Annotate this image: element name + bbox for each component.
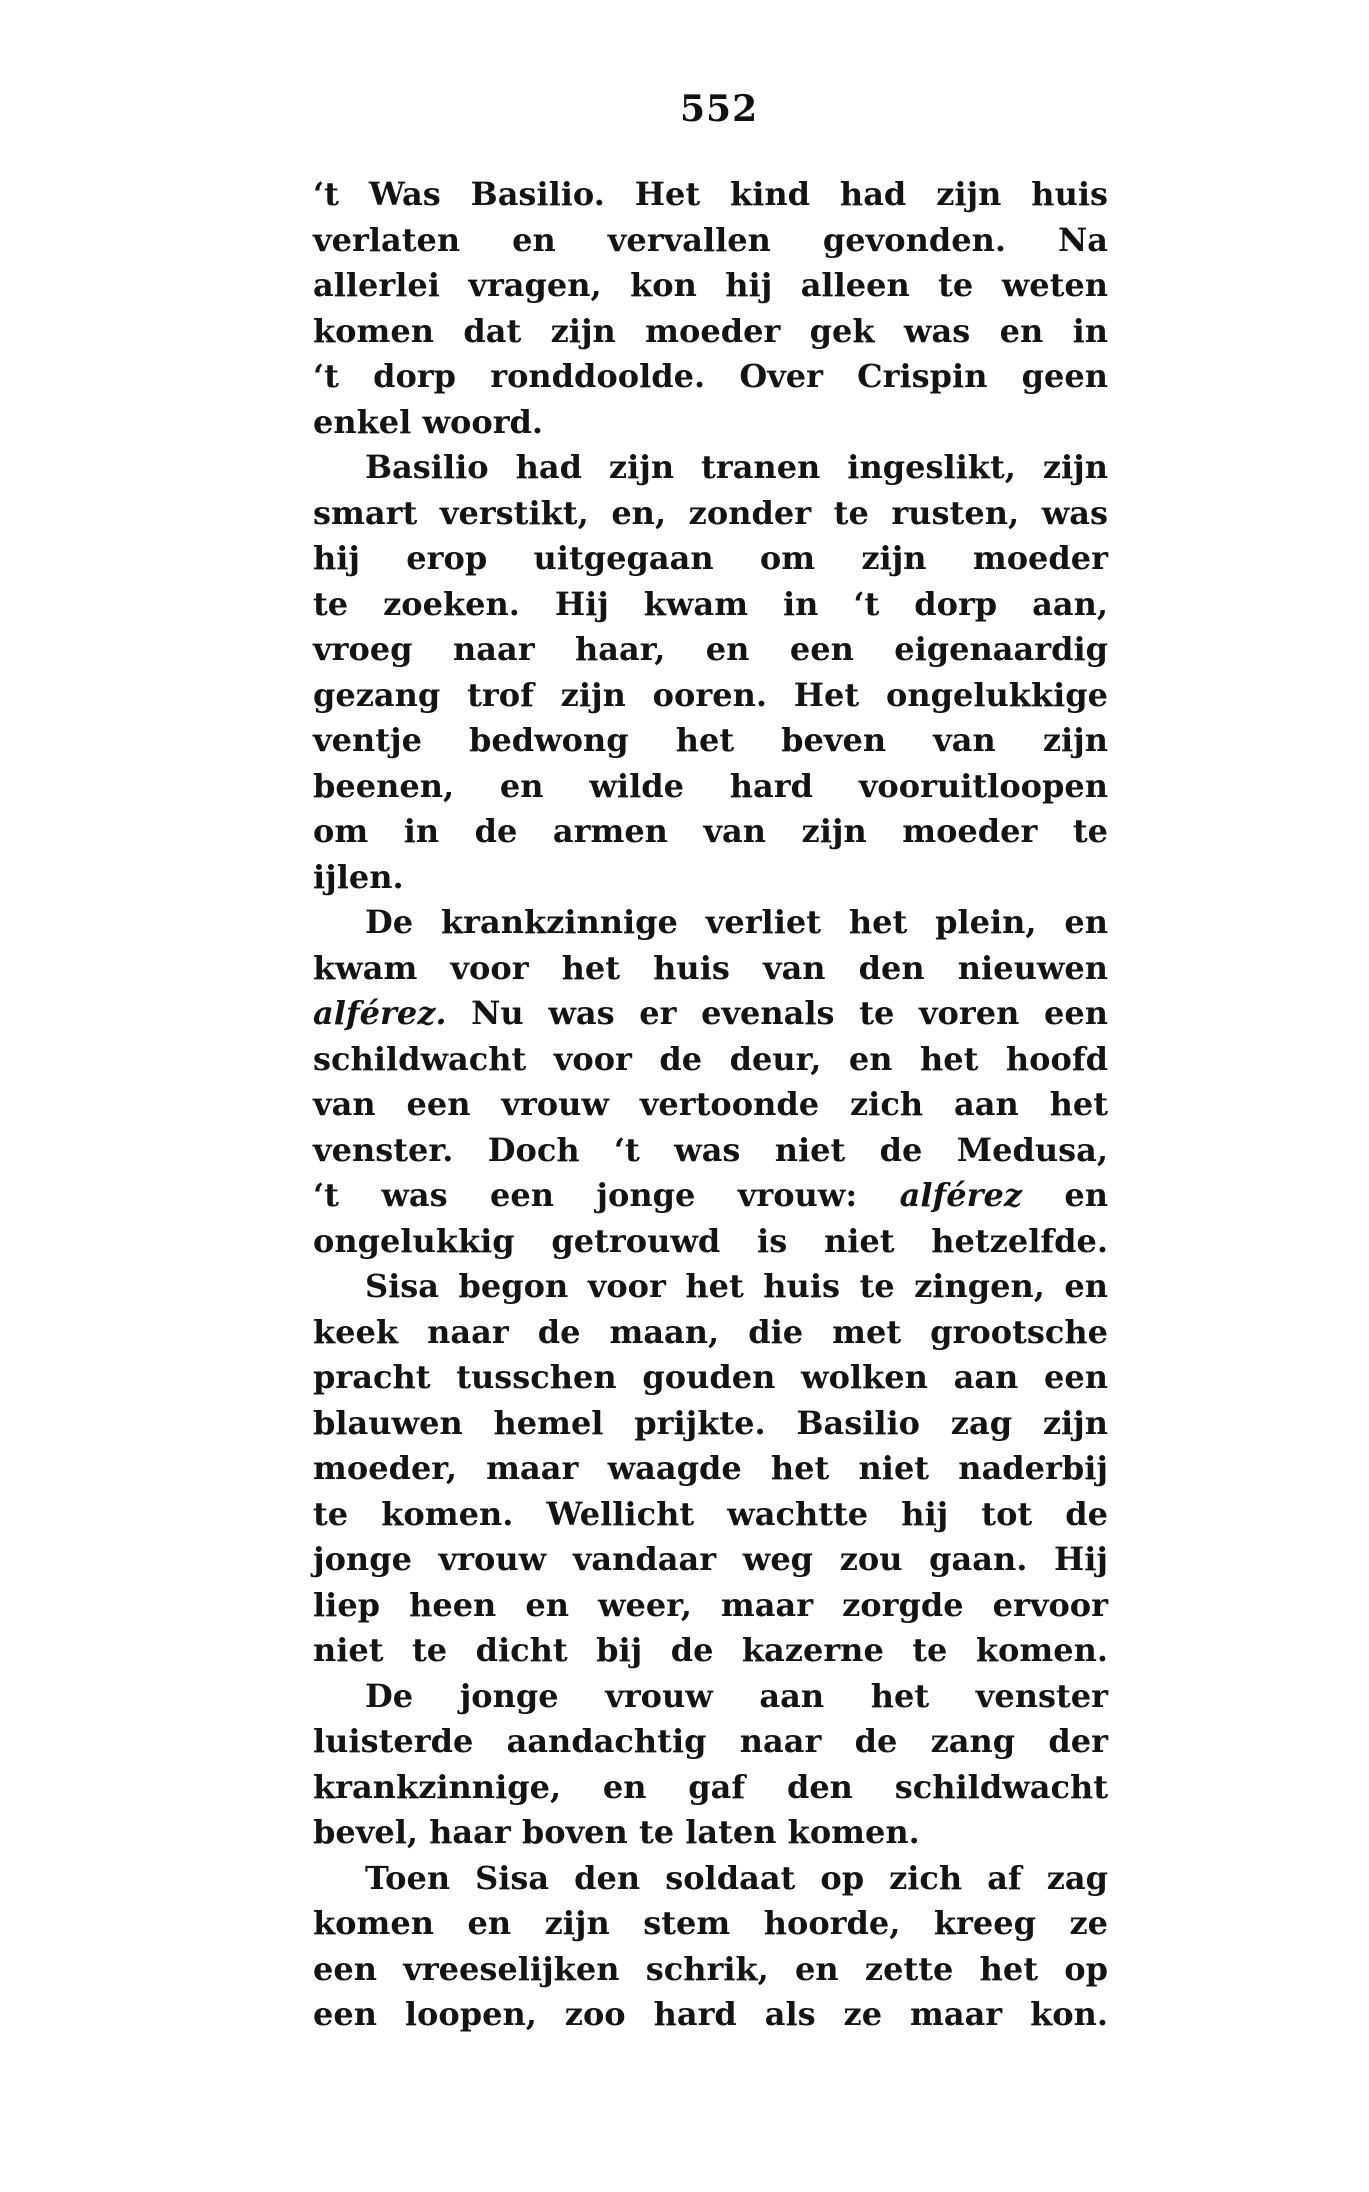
text-line: ‘t Was Basilio. Het kind had zijn huis bbox=[313, 175, 1108, 213]
text-line: beenen, en wilde hard vooruitloopen bbox=[313, 766, 1108, 805]
text-line: Sisa begon voor het huis te zingen, en bbox=[365, 1267, 1108, 1305]
text-line bbox=[313, 1173, 1108, 1219]
text-line: jonge vrouw vandaar weg zou gaan. Hij bbox=[313, 1540, 1108, 1578]
text-line: een vreeselijken schrik, en zette het op bbox=[313, 1949, 1108, 1988]
text-line: kwam voor het huis van den nieuwen bbox=[313, 948, 1108, 987]
text-line: ongelukkig getrouwd is niet hetzelfde. bbox=[313, 1221, 1108, 1260]
text-line: om in de armen van zijn moeder te bbox=[313, 812, 1108, 850]
italic-term: alférez. bbox=[313, 994, 447, 1032]
text-run: ‘t was een jonge vrouw: bbox=[313, 1176, 900, 1214]
text-line: komen en zijn stem hoorde, kreeg ze bbox=[313, 1904, 1108, 1942]
text-line: ventje bedwong het beven van zijn bbox=[313, 721, 1108, 759]
text-line: van een vrouw vertoonde zich aan het bbox=[313, 1085, 1108, 1123]
text-line: te zoeken. Hij kwam in ‘t dorp aan, bbox=[313, 584, 1108, 623]
body-text bbox=[313, 172, 1108, 2038]
text-line: gezang trof zijn ooren. Het ongelukkige bbox=[313, 675, 1108, 714]
text-line: blauwen hemel prijkte. Basilio zag zijn bbox=[313, 1403, 1108, 1442]
text-line: keek naar de maan, die met grootsche bbox=[313, 1312, 1108, 1351]
text-line: komen dat zijn moeder gek was en in bbox=[313, 311, 1108, 350]
italic-term: alférez bbox=[899, 1176, 1022, 1214]
page-number: 552 bbox=[680, 88, 759, 130]
text-line: schildwacht voor de deur, en het hoofd bbox=[313, 1039, 1108, 1078]
text-line: hij erop uitgegaan om zijn moeder bbox=[313, 539, 1108, 577]
text-line: De jonge vrouw aan het venster bbox=[365, 1676, 1108, 1715]
text-line: ijlen. bbox=[313, 857, 404, 896]
text-line: ‘t dorp ronddoolde. Over Crispin geen bbox=[313, 357, 1108, 395]
text-line: luisterde aandachtig naar de zang der bbox=[313, 1722, 1108, 1760]
text-line: een loopen, zoo hard als ze maar kon. bbox=[313, 1995, 1108, 2033]
text-line: niet te dicht bij de kazerne te komen. bbox=[313, 1631, 1108, 1669]
text-run: en bbox=[1021, 1176, 1109, 1214]
text-line: pracht tusschen gouden wolken aan een bbox=[313, 1358, 1108, 1396]
text-line: Toen Sisa den soldaat op zich af zag bbox=[365, 1858, 1108, 1897]
text-line: vroeg naar haar, en een eigenaardig bbox=[313, 630, 1108, 668]
text-line: Basilio had zijn tranen ingeslikt, zijn bbox=[365, 448, 1108, 486]
text-line: liep heen en weer, maar zorgde ervoor bbox=[313, 1585, 1108, 1624]
text-line: allerlei vragen, kon hij alleen te weten bbox=[313, 266, 1108, 304]
text-line: smart verstikt, en, zonder te rusten, was bbox=[313, 493, 1108, 532]
text-line: venster. Doch ‘t was niet de Medusa, bbox=[313, 1130, 1108, 1169]
text-run: Nu was er evenals te voren een bbox=[446, 994, 1108, 1032]
text-line bbox=[313, 991, 1108, 1037]
text-line: krankzinnige, en gaf den schildwacht bbox=[313, 1767, 1108, 1806]
text-line: verlaten en vervallen gevonden. Na bbox=[313, 220, 1108, 259]
text-line: bevel, haar boven te laten komen. bbox=[313, 1813, 920, 1851]
text-line: te komen. Wellicht wachtte hij tot de bbox=[313, 1494, 1108, 1533]
text-line: De krankzinnige verliet het plein, en bbox=[365, 903, 1108, 941]
text-line: moeder, maar waagde het niet naderbij bbox=[313, 1449, 1108, 1487]
text-line: enkel woord. bbox=[313, 402, 544, 441]
